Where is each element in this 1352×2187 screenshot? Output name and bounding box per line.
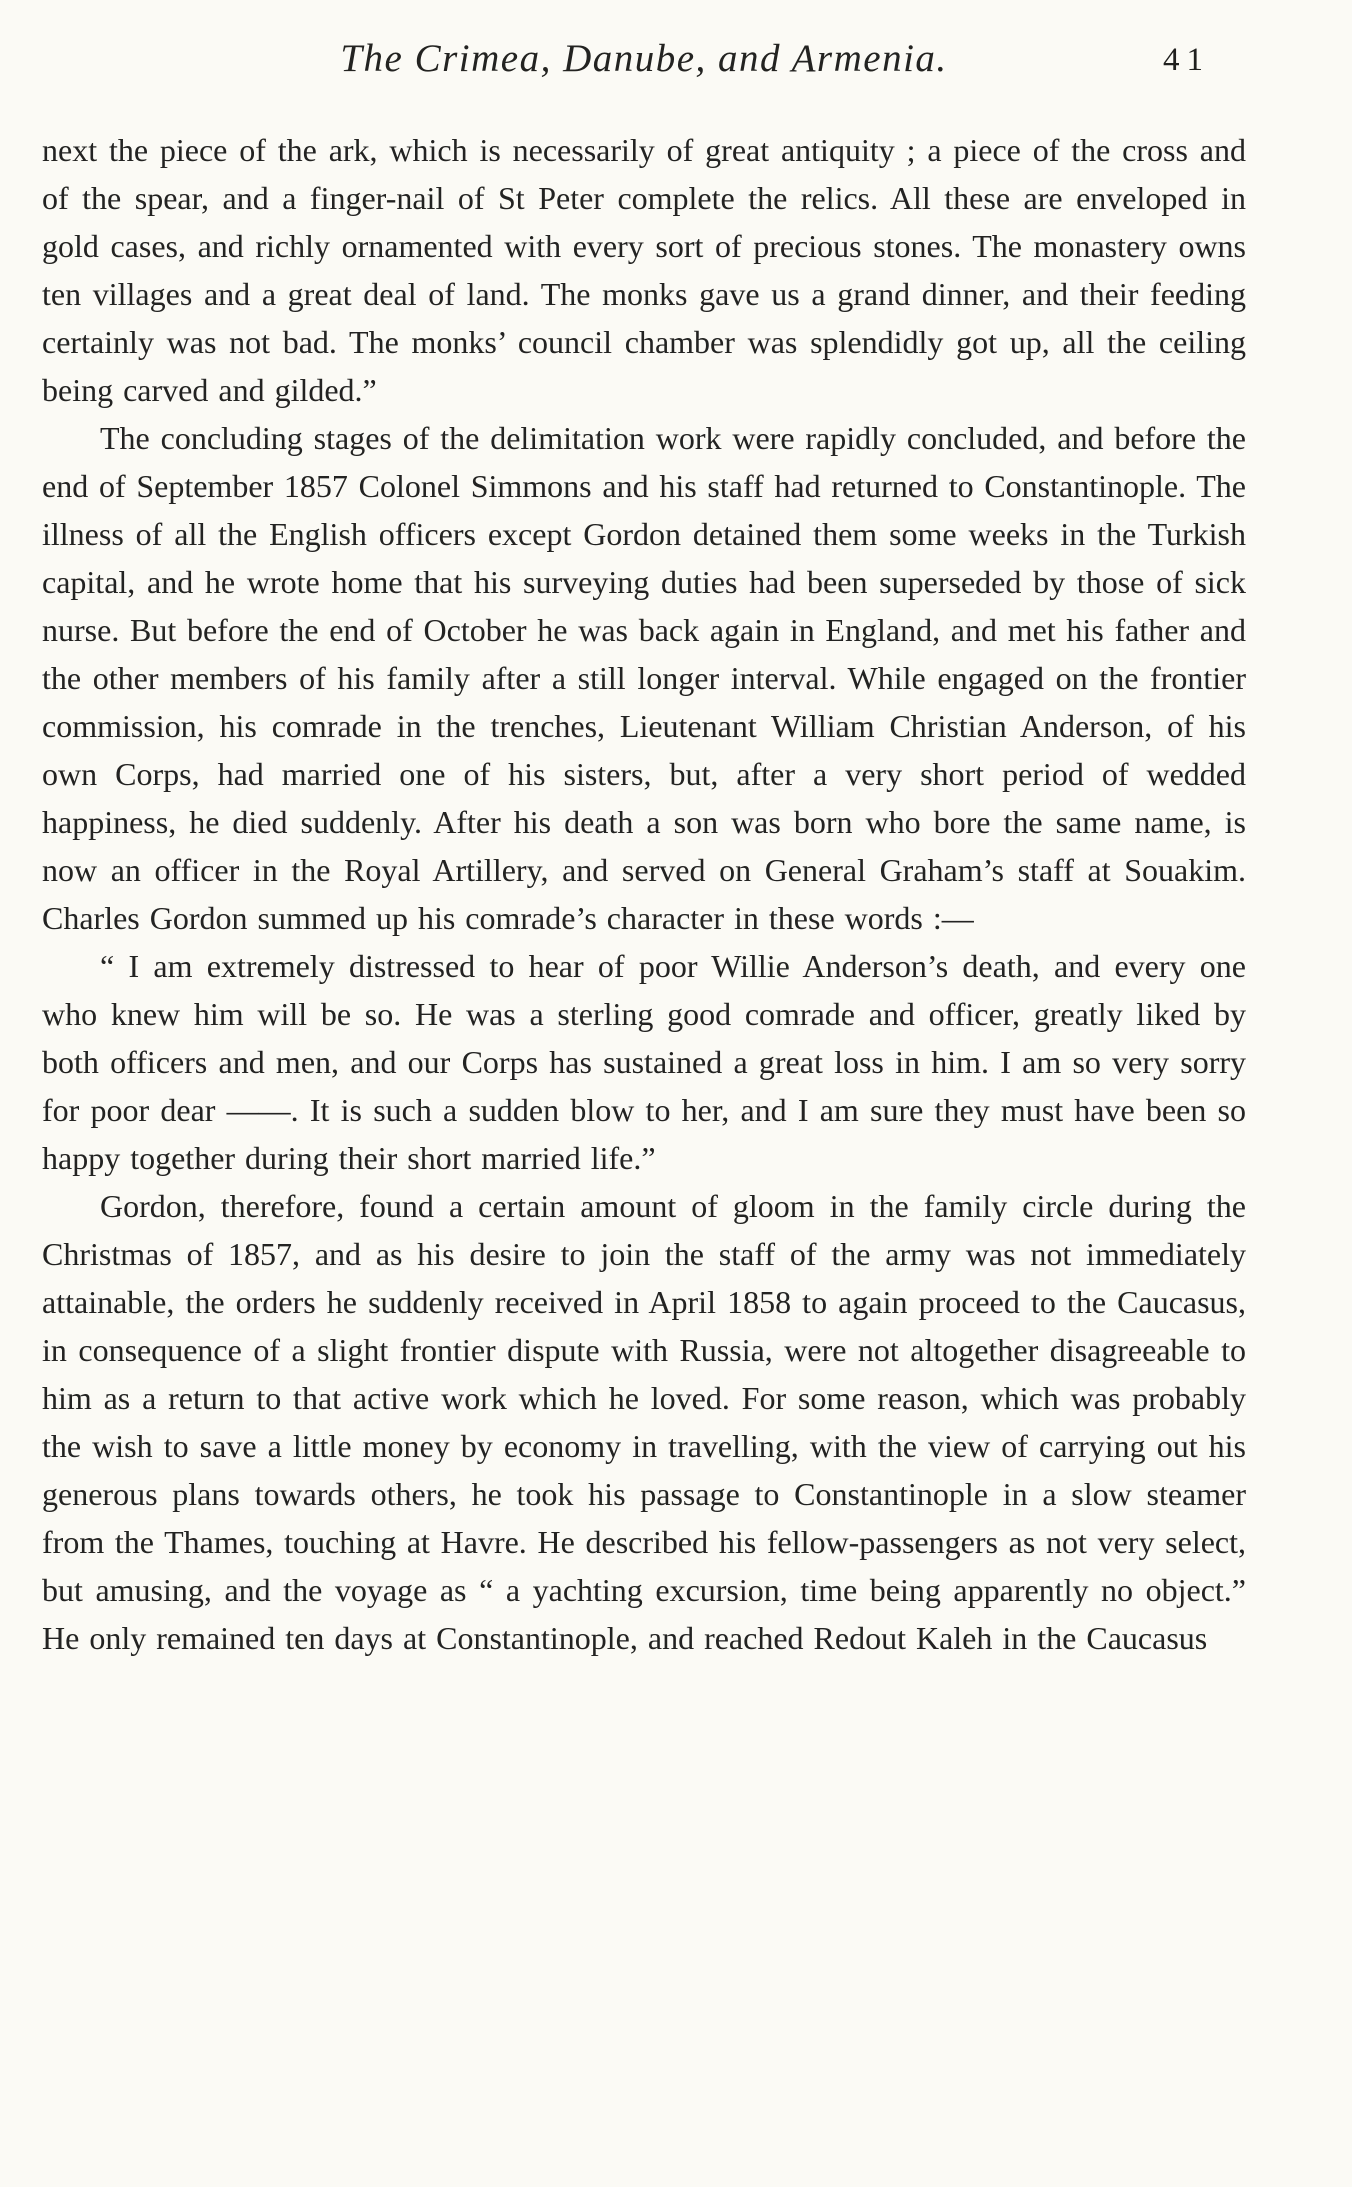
chapter-title: The Crimea, Danube, and Armenia. xyxy=(340,37,948,80)
paragraph-quote: “ I am extremely distressed to hear of poor Willie Anderson’s death, and every one who knew him will be so. He was a sterling good comrade and officer, greatly liked by both officers and men, and our Corps has sustained a great loss in him. I am so very sorry for poor dear ——. It is such a sudden blow to her, and I am sure they must have been so happy together during their short married life.” xyxy=(42,948,1246,1176)
paragraph: The concluding stages of the delimitation work were rapidly concluded, and before the end of September 1857 Colonel Simmons and his staff had returned to Constantinople. The illness of all the English officers except Gordon detained them some weeks in the Turkish capital, and he wrote home that his surveying duties had been superseded by those of sick nurse. But before the end of October he was back again in England, and met his father and the other members of his family after a still longer interval. While engaged on the frontier commission, his comrade in the trenches, Lieutenant William Christian Anderson, of his own Corps, had married one of his sisters, but, after a very short period of wedded happiness, he died suddenly. After his death a son was born who bore the same name, is now an officer in the Royal Artillery, and served on General Graham’s staff at Souakim. Charles Gordon summed up his comrade’s character in these words :— xyxy=(42,420,1246,936)
body-text xyxy=(42,126,1246,1662)
page-number: 41 xyxy=(1163,42,1210,78)
paragraph-continuation: next the piece of the ark, which is necessarily of great antiquity ; a piece of the cross and of the spear, and a finger-nail of St Peter complete the relics. All these are enveloped in gold cases, and richly ornamented with every sort of precious stones. The monastery owns ten villages and a great deal of land. The monks gave us a grand dinner, and their feeding certainly was not bad. The monks’ council chamber was splendidly got up, all the ceiling being carved and gilded.” xyxy=(42,132,1246,408)
running-header xyxy=(42,36,1246,100)
paragraph: Gordon, therefore, found a certain amount of gloom in the family circle during the Christmas of 1857, and as his desire to join the staff of the army was not immediately attainable, the orders he suddenly received in April 1858 to again proceed to the Caucasus, in consequence of a slight frontier dispute with Russia, were not altogether disagreeable to him as a return to that active work which he loved. For some reason, which was probably the wish to save a little money by economy in travelling, with the view of carrying out his generous plans towards others, he took his passage to Constantinople in a slow steamer from the Thames, touching at Havre. He described his fellow-passengers as not very select, but amusing, and the voyage as “ a yachting excursion, time being apparently no object.” He only remained ten days at Constantinople, and reached Redout Kaleh in the Caucasus xyxy=(42,1188,1246,1656)
